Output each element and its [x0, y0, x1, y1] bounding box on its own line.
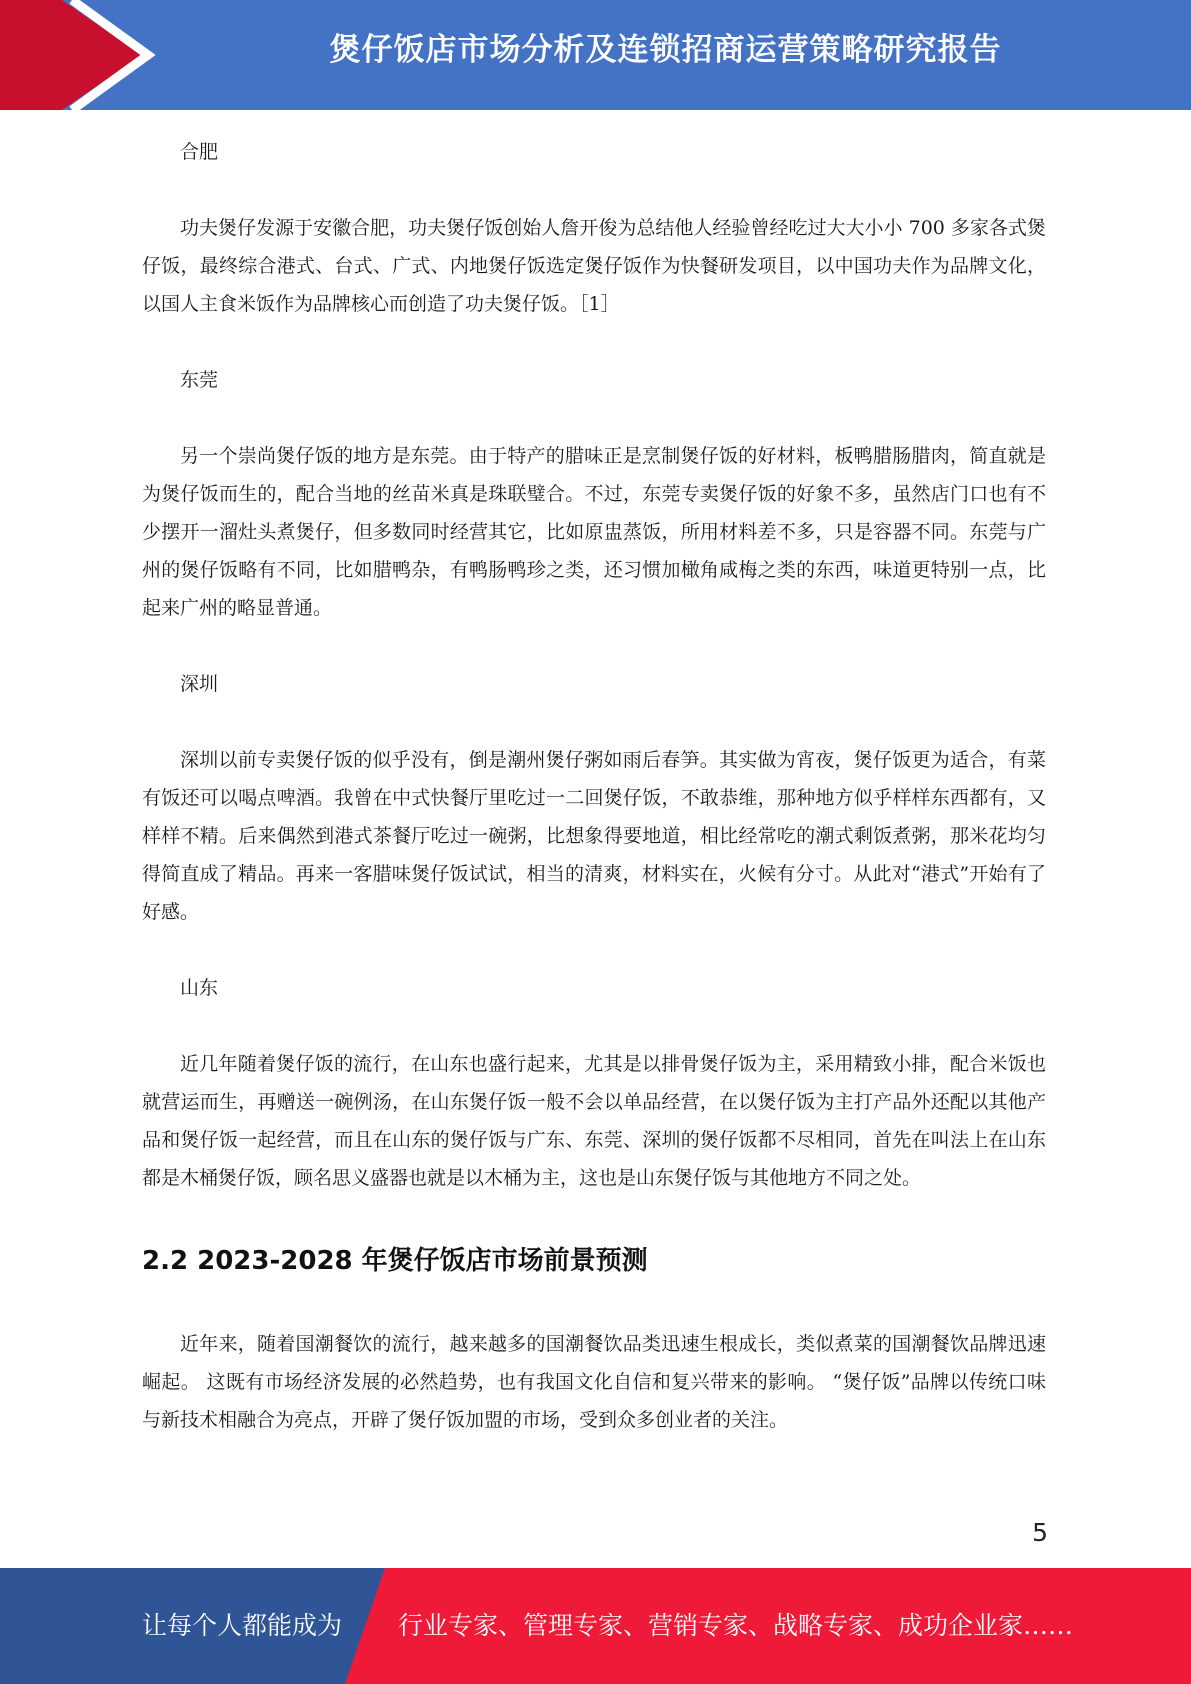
page-number: 5 [1032, 1518, 1048, 1547]
paragraph-shenzhen: 深圳以前专卖煲仔饭的似乎没有，倒是潮州煲仔粥如雨后春笋。其实做为宵夜，煲仔饭更为适合，有菜有饭还可以喝点啤酒。我曾在中式快餐厅里吃过一二回煲仔饭，不敢恭维，那种地方似乎样样东西都有，又样样不精。后来偶然到港式茶餐厅吃过一碗粥，比想象得要地道，相比经常吃的潮式剩饭煮粥，那米花均匀得简直成了精品。再来一客腊味煲仔饭试试，相当的清爽，材料实在，火候有分寸。从此对“港式”开始有了好感。 [142, 749, 1046, 923]
page-content [142, 133, 1046, 1439]
paragraph-shandong: 近几年随着煲仔饭的流行，在山东也盛行起来，尤其是以排骨煲仔饭为主，采用精致小排，配合米饭也就营运而生，再赠送一碗例汤，在山东煲仔饭一般不会以单品经营，在以煲仔饭为主打产品外还配以其他产品和煲仔饭一起经营，而且在山东的煲仔饭与广东、东莞、深圳的煲仔饭都不尽相同，首先在叫法上在山东都是木桶煲仔饭，顾名思义盛器也就是以木桶为主，这也是山东煲仔饭与其他地方不同之处。 [142, 1053, 1046, 1189]
page-header [0, 0, 1191, 110]
section-heading: 2.2 2023-2028 年煲仔饭店市场前景预测 [142, 1246, 648, 1276]
subheading-shandong: 山东 [180, 977, 219, 999]
footer-slogan-right: 行业专家、管理专家、营销专家、战略专家、成功企业家…… [398, 1611, 1074, 1640]
subheading-hefei: 合肥 [180, 141, 219, 163]
page-footer [0, 1568, 1191, 1684]
paragraph-forecast: 近年来，随着国潮餐饮的流行，越来越多的国潮餐饮品类迅速生根成长，类似煮菜的国潮餐饮品牌迅速崛起。 这既有市场经济发展的必然趋势，也有我国文化自信和复兴带来的影响。 “煲仔饭”品牌以传统口味与新技术相融合为亮点，开辟了煲仔饭加盟的市场，受到众多创业者的关注。 [142, 1333, 1046, 1431]
subheading-shenzhen: 深圳 [180, 673, 219, 695]
footer-slogan-left: 让每个人都能成为 [142, 1611, 343, 1640]
header-chevron-icon [0, 0, 170, 110]
paragraph-hefei: 功夫煲仔发源于安徽合肥，功夫煲仔饭创始人詹开俊为总结他人经验曾经吃过大大小小 700 多家各式煲仔饭，最终综合港式、台式、广式、内地煲仔饭选定煲仔饭作为快餐研发项目，以中国功夫作为品牌文化，以国人主食米饭作为品牌核心而创造了功夫煲仔饭。［1］ [142, 217, 1046, 315]
report-title: 煲仔饭店市场分析及连锁招商运营策略研究报告 [329, 32, 1002, 68]
paragraph-dongguan: 另一个崇尚煲仔饭的地方是东莞。由于特产的腊味正是烹制煲仔饭的好材料，板鸭腊肠腊肉，简直就是为煲仔饭而生的，配合当地的丝苗米真是珠联璧合。不过，东莞专卖煲仔饭的好象不多，虽然店门口也有不少摆开一溜灶头煮煲仔，但多数同时经营其它，比如原盅蒸饭，所用材料差不多，只是容器不同。东莞与广州的煲仔饭略有不同，比如腊鸭杂，有鸭肠鸭珍之类，还习惯加橄角咸梅之类的东西，味道更特别一点，比起来广州的略显普通。 [142, 445, 1046, 619]
subheading-dongguan: 东莞 [180, 369, 219, 391]
